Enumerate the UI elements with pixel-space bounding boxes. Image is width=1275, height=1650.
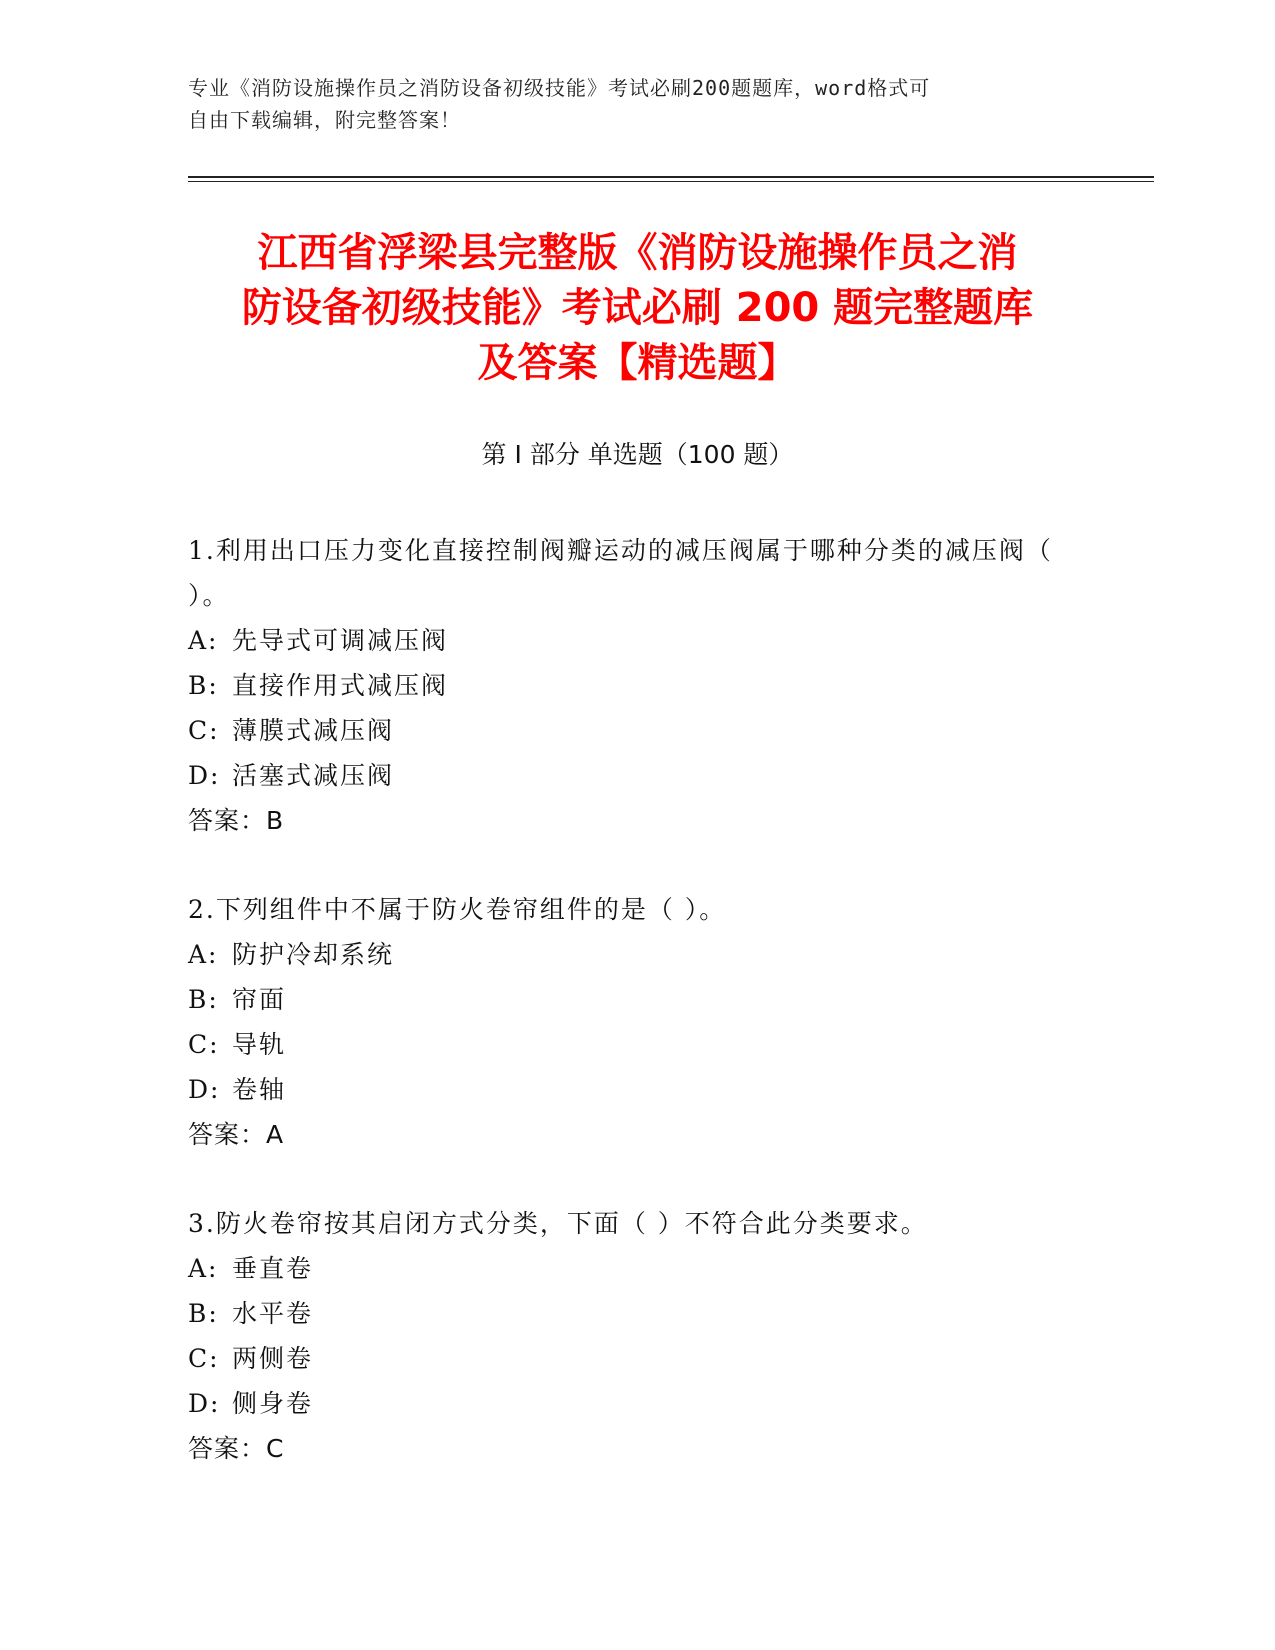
question-stem: 3.防火卷帘按其启闭方式分类，下面（ ）不符合此分类要求。 [188, 1209, 928, 1238]
option-b [188, 977, 1068, 1022]
question-1 [188, 528, 1068, 843]
question-list [188, 528, 1068, 1515]
option-letter: A: [188, 940, 219, 969]
title-line-1: 江西省浮梁县完整版《消防设施操作员之消 [257, 230, 1018, 276]
question-stem: 1.利用出口压力变化直接控制阀瓣运动的减压阀属于哪种分类的减压阀（ ）。 [188, 536, 1053, 610]
option-text: 垂直卷 [232, 1254, 314, 1283]
option-text: 卷轴 [232, 1075, 287, 1104]
title-line-2: 防设备初级技能》考试必刷 200 题完整题库 [241, 285, 1034, 331]
option-d [188, 753, 1068, 798]
answer: 答案：A [188, 1120, 285, 1149]
option-b [188, 663, 1068, 708]
option-letter: C: [188, 1344, 220, 1373]
option-letter: D: [188, 1075, 221, 1104]
option-letter: B: [188, 671, 219, 700]
question-stem: 2.下列组件中不属于防火卷帘组件的是（ ）。 [188, 895, 727, 924]
header-divider-thick [188, 176, 1154, 178]
option-a [188, 932, 1068, 977]
document-header [188, 72, 1088, 136]
option-text: 两侧卷 [232, 1344, 314, 1373]
option-letter: C: [188, 1030, 220, 1059]
question-3 [188, 1201, 1068, 1471]
option-text: 直接作用式减压阀 [232, 671, 449, 700]
option-text: 水平卷 [232, 1299, 314, 1328]
option-text: 先导式可调减压阀 [232, 626, 449, 655]
option-text: 侧身卷 [232, 1389, 314, 1418]
option-d [188, 1067, 1068, 1112]
question-2 [188, 887, 1068, 1157]
option-text: 薄膜式减压阀 [232, 716, 395, 745]
option-text: 防护冷却系统 [232, 940, 395, 969]
option-letter: C: [188, 716, 220, 745]
document-title [160, 226, 1115, 391]
option-d [188, 1381, 1068, 1426]
option-c [188, 708, 1068, 753]
answer: 答案：B [188, 806, 285, 835]
option-letter: D: [188, 1389, 221, 1418]
header-divider-thin [188, 181, 1154, 182]
option-c [188, 1336, 1068, 1381]
option-text: 导轨 [232, 1030, 287, 1059]
option-text: 帘面 [232, 985, 287, 1014]
option-letter: B: [188, 1299, 219, 1328]
option-letter: B: [188, 985, 219, 1014]
option-letter: D: [188, 761, 221, 790]
title-line-3: 及答案【精选题】 [477, 340, 798, 386]
option-a [188, 618, 1068, 663]
answer: 答案：C [188, 1434, 285, 1463]
option-c [188, 1022, 1068, 1067]
header-line-1: 专业《消防设施操作员之消防设备初级技能》考试必刷200题题库，word格式可 [188, 76, 931, 100]
header-line-2: 自由下载编辑，附完整答案！ [188, 108, 461, 132]
option-b [188, 1291, 1068, 1336]
option-letter: A: [188, 1254, 219, 1283]
option-letter: A: [188, 626, 219, 655]
section-heading: 第 I 部分 单选题（100 题） [481, 440, 794, 469]
option-text: 活塞式减压阀 [232, 761, 395, 790]
option-a [188, 1246, 1068, 1291]
